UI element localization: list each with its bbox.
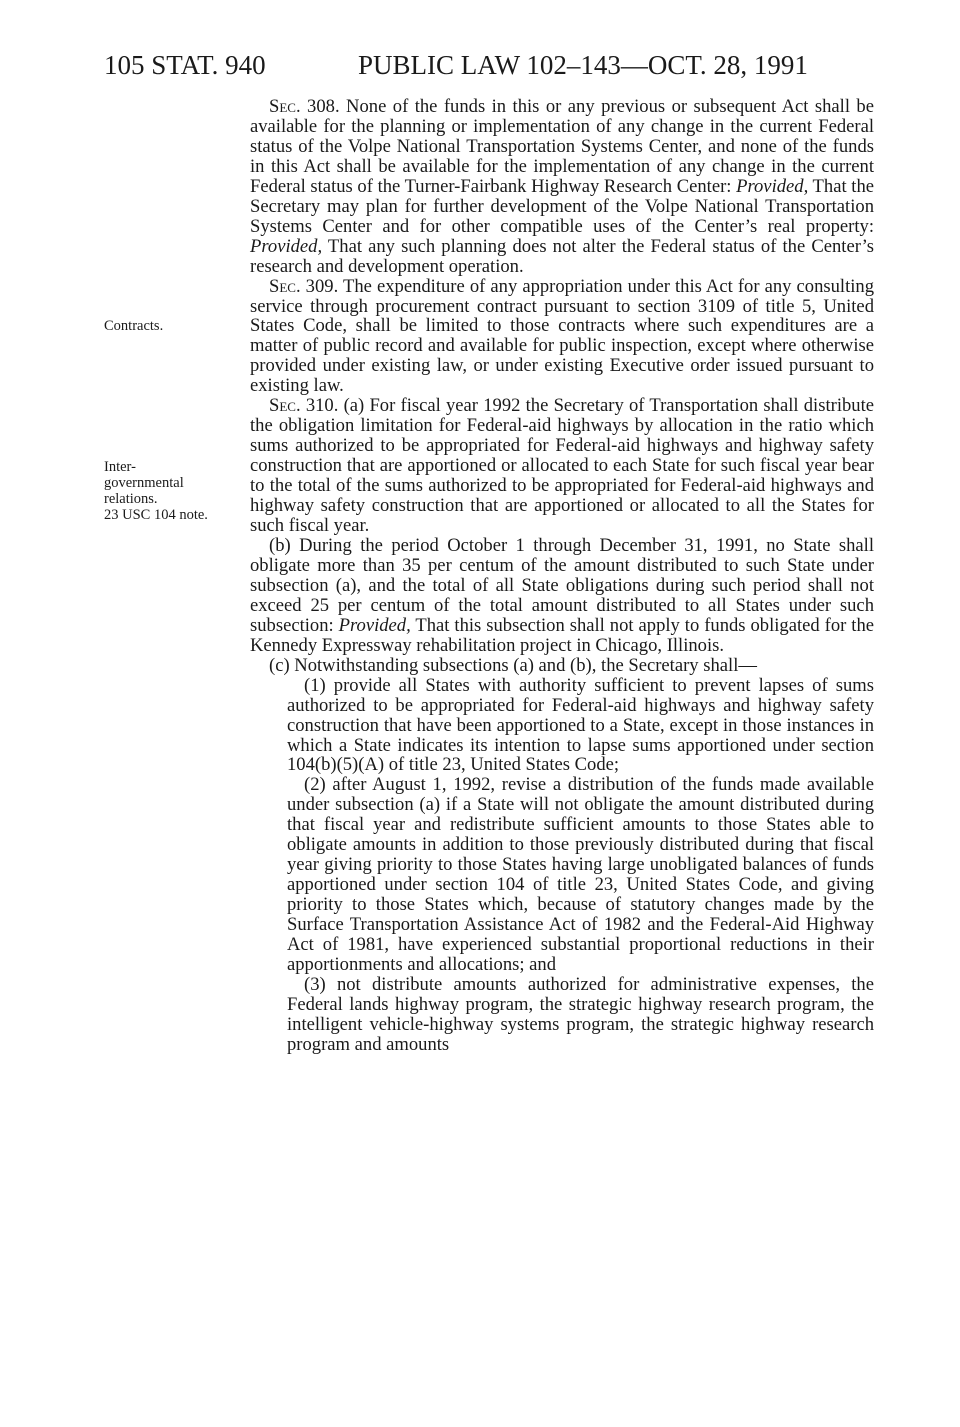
section-text: That this subsection shall not apply to funds obligated for the Kennedy Expressway rehabilitation project in Chicago, Illinois. (250, 614, 875, 656)
paragraph-c1: (1) provide all States with authority sufficient to prevent lapses of sums authorized to be appropriated for Federal-aid highways and highway safety construction that have been apportioned to a State, except in those instances in which a State indicates its intention to lapse sums apportioned under section 104(b)(5)(A) of title 23, United States Code; (287, 674, 874, 776)
section-label: Sec. 309. (269, 275, 339, 297)
section-308 (250, 97, 874, 277)
section-310-c: (c) Notwithstanding subsections (a) and (b), the Secretary shall— (269, 654, 757, 676)
margin-note-citation: 23 USC 104 note. (104, 507, 208, 523)
paragraph-c3: (3) not distribute amounts authorized for administrative expenses, the Federal lands highway program, the strategic highway research program, the intelligent vehicle-highway systems program, the strategic highway research program and amounts (287, 973, 874, 1055)
running-head: PUBLIC LAW 102–143—OCT. 28, 1991 (358, 50, 808, 80)
page-header (104, 48, 864, 82)
margin-note-line: Inter- (104, 459, 136, 475)
margin-note-intergovernmental (104, 459, 244, 523)
section-text: (a) For fiscal year 1992 the Secretary of Transportation shall distribute the obligation limitation for Federal-aid highways by allocation in the ratio which sums authorized to be appropriated for Federal-aid highways and highway safety construction that are apportioned or allocated to each State for such fiscal year bear to the total of the sums authorized to be appropriated for Federal-aid highways and highway safety construction that are apportioned or allocated to all the States for such fiscal year. (250, 395, 874, 537)
section-text: That the Secretary may plan for further development of the Volpe National Transportation Systems Center and for other compatible uses of the Center’s real property: (250, 175, 874, 237)
statute-text (250, 97, 874, 1055)
margin-note-line: governmental (104, 475, 184, 491)
section-label: Sec. 310. (269, 395, 339, 417)
margin-note-line: relations. (104, 491, 158, 507)
section-label: Sec. 308. (269, 96, 340, 117)
stat-page-number: 105 STAT. 940 (104, 50, 266, 80)
section-text: The expenditure of any appropriation under this Act for any consulting service through procurement contract pursuant to section 3109 of title 5, United States Code, shall be limited to those contracts where such expenditures are a matter of public record and available for public inspection, except where otherwise provided under existing law, or under existing Executive order issued pursuant to existing law. (250, 275, 874, 397)
paragraph-c2: (2) after August 1, 1992, revise a distribution of the funds made available under subsection (a) if a State will not obligate the amount distributed during that fiscal year and redistribute sufficient amounts to those States able to obligate amounts in addition to those previously distributed during that fiscal year giving priority to those States having large unobligated balances of funds apportioned under section 104 of title 23, United States Code, and giving priority to those States which, because of statutory changes made by the Surface Transportation Assistance Act of 1982 and the Federal-Aid Highway Act of 1981, have experienced substantial proportional reductions in their apportionments and allocations; and (287, 774, 874, 975)
margin-note-text: Contracts. (104, 318, 164, 334)
section-text: That any such planning does not alter the Federal status of the Center’s research and development operation. (250, 235, 874, 277)
section-310-a (250, 396, 874, 536)
section-310-b (250, 536, 874, 656)
proviso-word: Provided, (736, 175, 809, 197)
section-text: None of the funds in this or any previous or subsequent Act shall be available for the planning or implementation of any change in the current Federal status of the Volpe National Transportation Systems Center, and none of the funds in this Act shall be available for the implementation of any change in the current Federal status of the Turner-Fairbank Highway Research Center: (250, 96, 874, 197)
proviso-word: Provided, (338, 614, 411, 636)
margin-note-contracts (104, 318, 244, 334)
section-text: (b) During the period October 1 through December 31, 1991, no State shall obligate more than 35 per centum of the amount distributed to such State under subsection (a), and the total of all State obligations during such period shall not exceed 25 per centum of the total amount distributed to all States under such subsection: (250, 534, 874, 636)
proviso-word: Provided, (250, 235, 323, 257)
section-309 (250, 277, 874, 397)
